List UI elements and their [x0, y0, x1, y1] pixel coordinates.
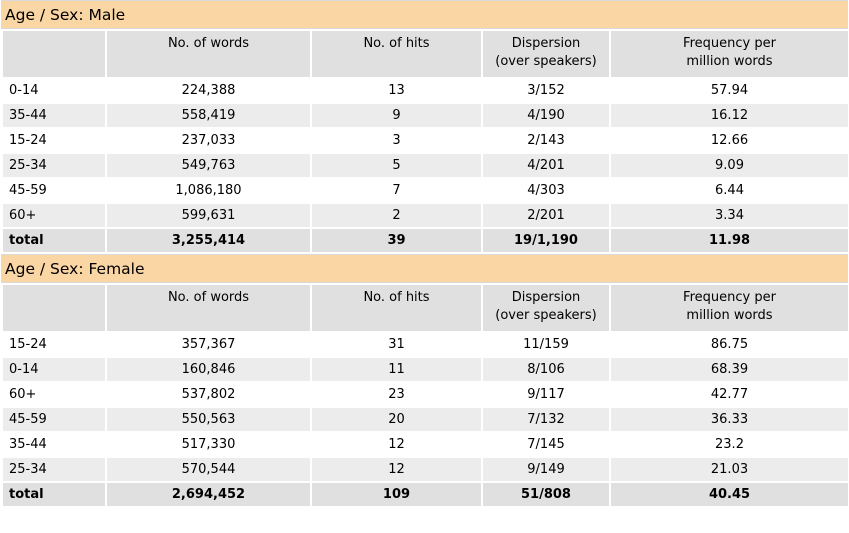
- cell-frequency: 36.33: [610, 407, 849, 432]
- cell-dispersion: 3/152: [482, 78, 610, 103]
- table-row: [2, 332, 849, 357]
- cell-words: 160,846: [106, 357, 311, 382]
- section-title-male: Age / Sex: Male: [1, 0, 848, 29]
- cell-hits: 2: [311, 203, 482, 228]
- table-row: [2, 457, 849, 482]
- cell-words: 550,563: [106, 407, 311, 432]
- row-label: 15-24: [2, 128, 106, 153]
- cell-frequency: 3.34: [610, 203, 849, 228]
- cell-hits: 12: [311, 457, 482, 482]
- cell-words: 3,255,414: [106, 228, 311, 253]
- row-label: 0-14: [2, 78, 106, 103]
- row-label: 45-59: [2, 407, 106, 432]
- header-frequency: Frequency per million words: [610, 284, 849, 332]
- cell-frequency: 6.44: [610, 178, 849, 203]
- section-title-female: Age / Sex: Female: [1, 254, 848, 283]
- table-row: [2, 128, 849, 153]
- cell-hits: 12: [311, 432, 482, 457]
- cell-dispersion: 51/808: [482, 482, 610, 507]
- cell-words: 224,388: [106, 78, 311, 103]
- cell-hits: 39: [311, 228, 482, 253]
- cell-frequency: 9.09: [610, 153, 849, 178]
- cell-words: 570,544: [106, 457, 311, 482]
- cell-dispersion: 2/143: [482, 128, 610, 153]
- cell-words: 357,367: [106, 332, 311, 357]
- cell-frequency: 57.94: [610, 78, 849, 103]
- cell-words: 599,631: [106, 203, 311, 228]
- table-header-row: [2, 284, 849, 332]
- row-label: 0-14: [2, 357, 106, 382]
- cell-words: 2,694,452: [106, 482, 311, 507]
- table-row: [2, 178, 849, 203]
- header-hits: No. of hits: [311, 30, 482, 78]
- cell-frequency: 23.2: [610, 432, 849, 457]
- cell-hits: 11: [311, 357, 482, 382]
- table-header-row: [2, 30, 849, 78]
- table-row: [2, 432, 849, 457]
- table-row: [2, 203, 849, 228]
- table-row: [2, 407, 849, 432]
- row-label: 35-44: [2, 432, 106, 457]
- row-label: 25-34: [2, 457, 106, 482]
- cell-hits: 20: [311, 407, 482, 432]
- header-empty: [2, 30, 106, 78]
- table-row: [2, 357, 849, 382]
- table-row: [2, 382, 849, 407]
- cell-dispersion: 4/303: [482, 178, 610, 203]
- table-row: [2, 153, 849, 178]
- cell-dispersion: 11/159: [482, 332, 610, 357]
- cell-words: 558,419: [106, 103, 311, 128]
- row-label: total: [2, 482, 106, 507]
- cell-dispersion: 4/190: [482, 103, 610, 128]
- row-label: 25-34: [2, 153, 106, 178]
- table-row: [2, 103, 849, 128]
- cell-words: 517,330: [106, 432, 311, 457]
- cell-frequency: 68.39: [610, 357, 849, 382]
- total-row: [2, 228, 849, 253]
- row-label: 60+: [2, 382, 106, 407]
- header-frequency: Frequency per million words: [610, 30, 849, 78]
- cell-hits: 9: [311, 103, 482, 128]
- cell-frequency: 12.66: [610, 128, 849, 153]
- cell-words: 549,763: [106, 153, 311, 178]
- cell-words: 1,086,180: [106, 178, 311, 203]
- cell-hits: 7: [311, 178, 482, 203]
- cell-dispersion: 7/145: [482, 432, 610, 457]
- row-label: total: [2, 228, 106, 253]
- cell-frequency: 42.77: [610, 382, 849, 407]
- frequency-tables: [1, 0, 848, 508]
- cell-words: 237,033: [106, 128, 311, 153]
- table-female: [1, 283, 849, 508]
- cell-hits: 109: [311, 482, 482, 507]
- cell-frequency: 16.12: [610, 103, 849, 128]
- header-dispersion: Dispersion (over speakers): [482, 30, 610, 78]
- cell-hits: 3: [311, 128, 482, 153]
- total-row: [2, 482, 849, 507]
- cell-dispersion: 8/106: [482, 357, 610, 382]
- cell-dispersion: 4/201: [482, 153, 610, 178]
- cell-frequency: 40.45: [610, 482, 849, 507]
- cell-hits: 23: [311, 382, 482, 407]
- cell-frequency: 21.03: [610, 457, 849, 482]
- row-label: 15-24: [2, 332, 106, 357]
- header-words: No. of words: [106, 284, 311, 332]
- cell-hits: 5: [311, 153, 482, 178]
- cell-hits: 13: [311, 78, 482, 103]
- cell-hits: 31: [311, 332, 482, 357]
- cell-dispersion: 7/132: [482, 407, 610, 432]
- row-label: 45-59: [2, 178, 106, 203]
- header-dispersion: Dispersion (over speakers): [482, 284, 610, 332]
- row-label: 60+: [2, 203, 106, 228]
- header-hits: No. of hits: [311, 284, 482, 332]
- table-row: [2, 78, 849, 103]
- header-empty: [2, 284, 106, 332]
- header-words: No. of words: [106, 30, 311, 78]
- row-label: 35-44: [2, 103, 106, 128]
- cell-frequency: 86.75: [610, 332, 849, 357]
- cell-words: 537,802: [106, 382, 311, 407]
- table-male: [1, 29, 849, 254]
- cell-dispersion: 9/149: [482, 457, 610, 482]
- cell-dispersion: 9/117: [482, 382, 610, 407]
- cell-dispersion: 2/201: [482, 203, 610, 228]
- cell-dispersion: 19/1,190: [482, 228, 610, 253]
- cell-frequency: 11.98: [610, 228, 849, 253]
